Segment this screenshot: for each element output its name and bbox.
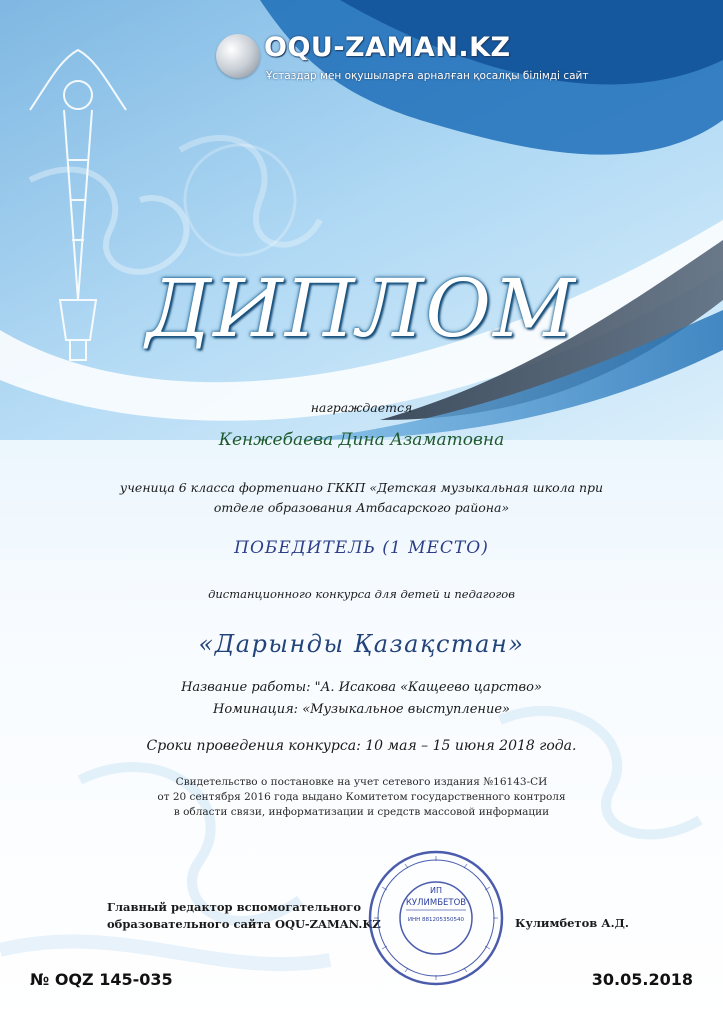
nomination: Номинация: «Музыкальное выступление»	[213, 702, 510, 717]
certificate-line-2: от 20 сентября 2016 года выдано Комитетом государственного контроля	[157, 791, 566, 803]
editor-role-line-2: образовательного сайта OQU-ZAMAN.KZ	[107, 917, 381, 931]
place-title: ПОБЕДИТЕЛЬ (1 МЕСТО)	[234, 538, 489, 558]
site-logo[interactable]	[214, 28, 589, 92]
issue-date: 30.05.2018	[591, 970, 693, 989]
registration-certificate	[0, 775, 723, 820]
awarded-label: награждается	[310, 400, 413, 415]
logo-title: OQU-ZAMAN.KZ	[264, 32, 511, 63]
editor-role-line-1: Главный редактор вспомогательного	[107, 900, 361, 914]
logo-emblem-icon	[216, 34, 260, 78]
diploma-number: № OQZ 145-035	[30, 970, 173, 989]
recipient-description	[0, 478, 723, 518]
editor-role	[107, 899, 381, 933]
recipient-name: Кенжебаева Дина Азаматовна	[218, 430, 505, 450]
diploma-title: ДИПЛОМ	[146, 262, 577, 355]
description-line-2: отделе образования Атбасарского района»	[213, 500, 510, 515]
stamp-inn: ИНН 881205350540	[407, 917, 465, 923]
editor-name: Кулимбетов А.Д.	[515, 916, 629, 930]
logo-subtitle: Ұстаздар мен оқушыларға арналған қосалқы білімді сайт	[266, 70, 589, 82]
stamp-ip-label: ИП	[430, 886, 442, 895]
certificate-line-3: в области связи, информатизации и средств массовой информации	[173, 806, 550, 818]
description-line-1: ученица 6 класса фортепиано ГККП «Детская музыкальная школа при	[119, 480, 604, 495]
contest-description: дистанционного конкурса для детей и педагогов	[208, 587, 515, 601]
contest-name: «Дарынды Қазақстан»	[198, 630, 525, 658]
official-stamp	[366, 848, 506, 988]
certificate-line-1: Свидетельство о постановке на учет сетевого издания №16143-СИ	[175, 776, 548, 788]
work-title: Название работы: "А. Исакова «Кащеево царство»	[181, 680, 542, 695]
contest-dates: Сроки проведения конкурса: 10 мая – 15 июня 2018 года.	[146, 738, 577, 754]
stamp-name: КУЛИМБЕТОВ	[405, 898, 467, 908]
